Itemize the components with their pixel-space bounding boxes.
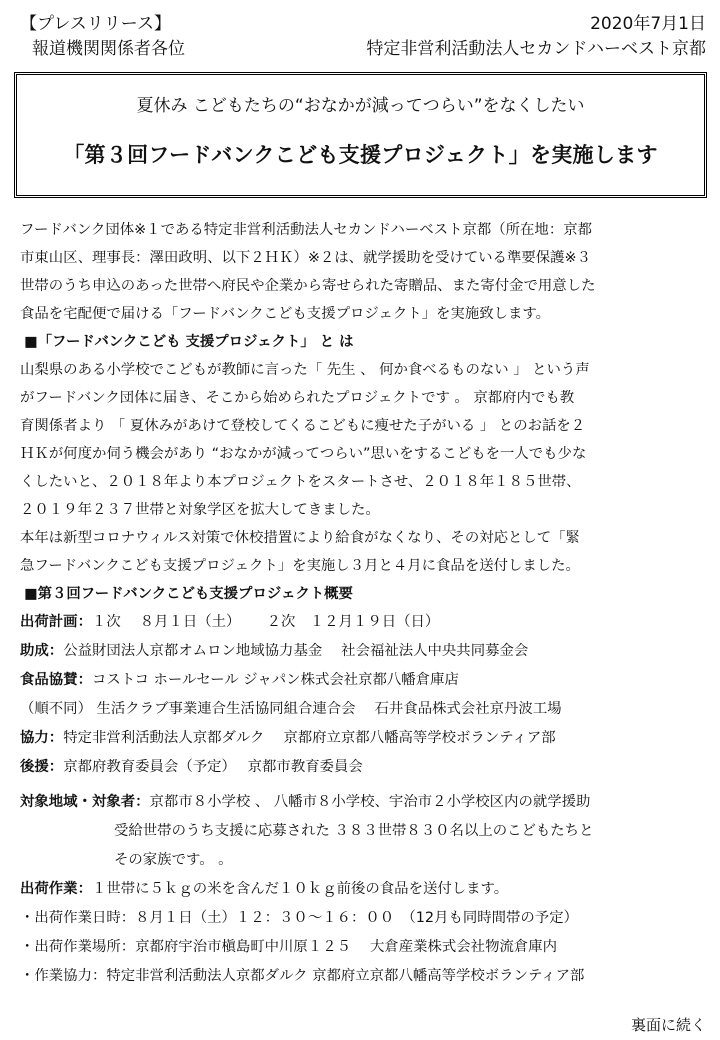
about-line: 育関係者より 「 夏休みがあけて登校してくるこどもに痩せた子がいる 」 とのお話を２: [20, 418, 586, 434]
target-row: [20, 788, 710, 817]
ship-place-row: ・出荷作業場所：京都府宇治市槇島町中川原１２５ 大倉産業株式会社物流倉庫内: [20, 939, 558, 955]
title-box: [14, 72, 707, 198]
title-subtitle: 夏休み こどもたちの“おなかが減ってつらい”をなくしたい: [136, 96, 585, 116]
ship-date-note: （12月も同時間帯の予定）: [408, 910, 578, 926]
document-body: [20, 216, 710, 991]
about-line: 本年は新型コロナウィルス対策で休校措置により給食がなくなり、その対応として「緊: [20, 530, 580, 546]
about-line: 急フードバンクこども支援プロジェクト」を実施し３月と４月に食品を送付しました。: [20, 558, 580, 574]
about-line: ２０１９年２３７世帯と対象学区を拡大してきました。: [20, 502, 380, 518]
intro-line: 食品を宅配便で届ける「フードバンクこども支援プロジェクト」を実施致します。: [20, 306, 551, 322]
cooperation-row: [20, 724, 710, 753]
section-heading-overview: ■第３回フードバンクこども支援プロジェクト概要: [24, 586, 353, 602]
shipping-row: [20, 875, 710, 904]
grant-label: 助成：: [20, 643, 64, 659]
intro-line: 世帯のうち申込のあった世帯へ府民や企業から寄せられた寄贈品、また寄付金で用意した: [20, 278, 596, 294]
intro-line: フードバンク団体※１である特定非営利活動法人セカンドハーベスト京都（所在地：京都: [20, 222, 592, 238]
schedule-value: １次 ８月１日（土） ２次 １２月１９日（日）: [91, 614, 440, 630]
about-line: ＨＫが何度か伺う機会があり “おなかが減ってつらい”思いをするこどもを一人でも少な: [20, 446, 587, 462]
intro-line: 市東山区、理事長：澤田政明、以下２ＨＫ）※２は、就学援助を受けている準要保護※３: [20, 250, 591, 266]
schedule-label: 出荷計画：: [20, 614, 92, 630]
cooperation-value: 特定非営利活動法人京都ダルク 京都府立京都八幡高等学校ボランティア部: [63, 730, 556, 746]
support-row: [20, 753, 710, 782]
organization-name: 特定非営利活動法人セカンドハーベスト京都: [366, 39, 706, 59]
ship-date: ・出荷作業日時：８月１日（土）１２：３０～１６：００: [20, 910, 409, 926]
cooperation-label: 協力：: [20, 730, 64, 746]
support-label: 後援：: [20, 759, 64, 775]
grant-value: 公益財団法人京都オムロン地域協力基金 社会福祉法人中央共同募金会: [63, 643, 529, 659]
ship-date-row: [20, 904, 710, 933]
continued-note: 裏面に続く: [630, 1016, 706, 1034]
recipients: 報道機関関係者各位: [32, 39, 185, 59]
target-label: 対象地域・対象者：: [20, 794, 150, 810]
about-line: がフードバンク団体に届き、そこから始められたプロジェクトです 。 京都府内でも教: [20, 390, 575, 406]
schedule-row: [20, 608, 710, 637]
shipping-label: 出荷作業：: [20, 881, 92, 897]
about-line: 山梨県のある小学校でこどもが教師に言った「 先生 、 何か食べるものない 」 という声: [20, 362, 590, 378]
title-main: 「第３回フードバンクこども支援プロジェクト」を実施します: [63, 143, 658, 167]
support-value: 京都府教育委員会（予定） 京都市教育委員会: [63, 759, 363, 775]
food-sponsor-label: 食品協賛：: [20, 672, 92, 688]
target-line-3: その家族です。 。: [114, 852, 233, 868]
about-line: くしたいと、２０１８年より本プロジェクトをスタートさせ、２０１８年１８５世帯、: [20, 474, 581, 490]
release-label: 【プレスリリース】: [20, 14, 171, 34]
grant-row: [20, 637, 710, 666]
food-sponsor-row-2: （順不同） 生活クラブ事業連合生活協同組合連合会 石井食品株式会社京丹波工場: [20, 701, 562, 717]
release-date: 2020年7月1日: [590, 14, 706, 34]
food-sponsor-value: コストコ ホールセール ジャパン株式会社京都八幡倉庫店: [91, 672, 459, 688]
ship-cooperation-row: ・作業協力：特定非営利活動法人京都ダルク 京都府立京都八幡高等学校ボランティア部: [20, 968, 585, 984]
food-sponsor-row: [20, 666, 710, 695]
shipping-value: １世帯に５ｋｇの米を含んだ１０ｋｇ前後の食品を送付します。: [91, 881, 509, 897]
target-value: 京都市８小学校 、 八幡市８小学校、宇治市２小学校区内の就学援助: [149, 794, 591, 810]
target-line-2: 受給世帯のうち支援に応募された ３８３世帯８３０名以上のこどもたちと: [114, 823, 594, 839]
section-heading-about: ■「フードバンクこども 支援プロジェクト」 と は: [24, 334, 354, 350]
